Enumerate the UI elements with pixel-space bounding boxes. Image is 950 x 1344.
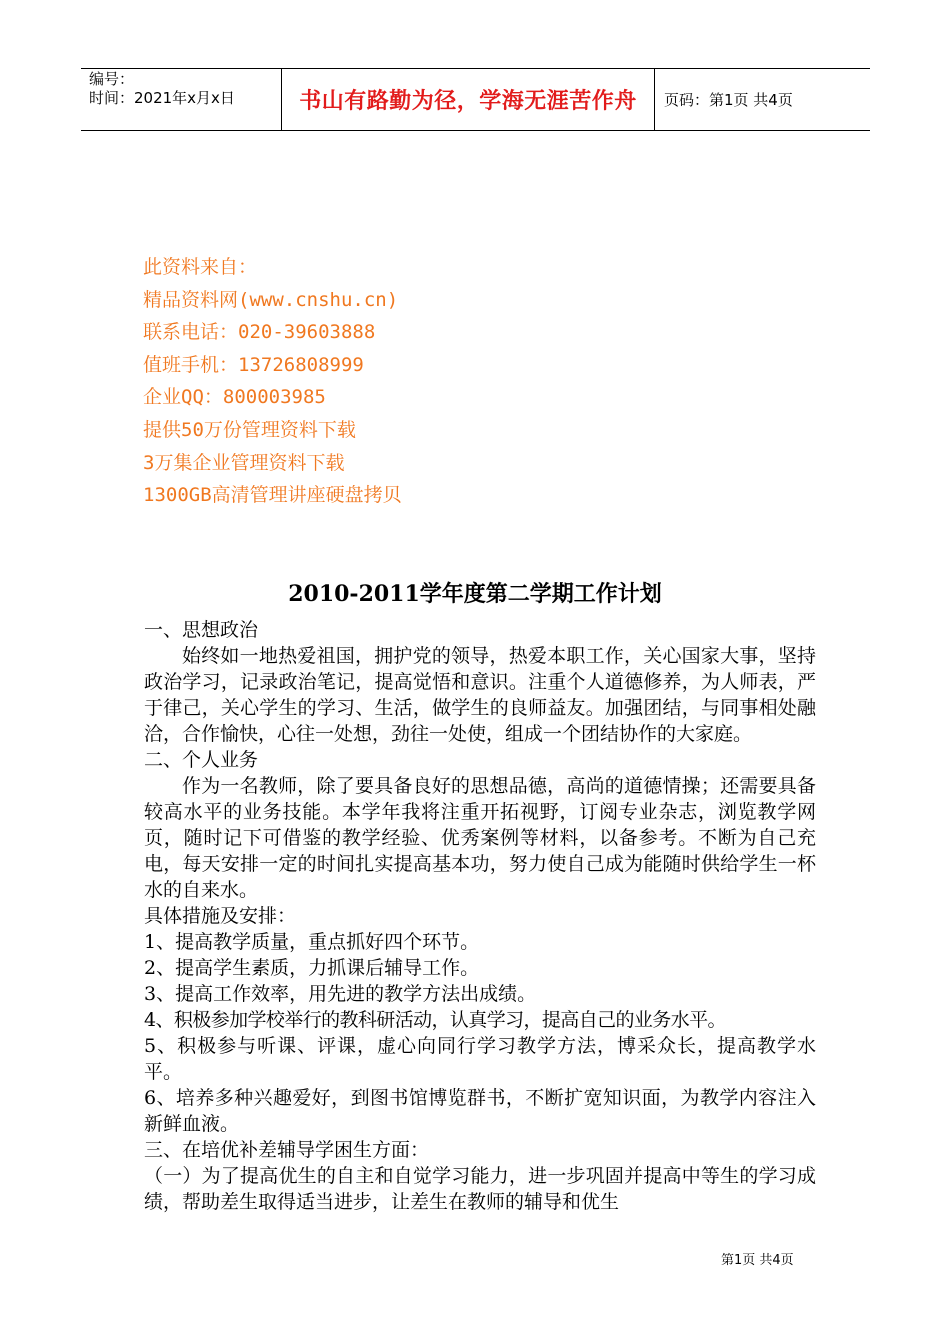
serial-label: 编号： (89, 70, 135, 88)
promo-line: 精品资料网(www.cnshu.cn) (143, 288, 399, 311)
measure-item: 4、积极参加学校举行的教科研活动，认真学习，提高自己的业务水平。 (144, 1009, 726, 1031)
measure-item: 6、培养多种兴趣爱好，到图书馆博览群书，不断扩宽知识面，为教学内容注入新鲜血液。 (144, 1087, 816, 1135)
section-heading: 二、个人业务 (144, 749, 259, 771)
promo-block (143, 251, 402, 512)
header-meta (81, 69, 281, 130)
measures-heading: 具体措施及安排： (144, 905, 297, 927)
page-header (81, 68, 870, 131)
document-body (144, 617, 816, 1215)
measure-item: 1、提高教学质量，重点抓好四个环节。 (144, 931, 480, 953)
time-label: 时间：2021年x月x日 (89, 89, 235, 107)
promo-line: 企业QQ：800003985 (143, 386, 326, 409)
section-paragraph: （一）为了提高优生的自主和自觉学习能力，进一步巩固并提高中等生的学习成绩，帮助差生取得适当进步，让差生在教师的辅导和优生 (144, 1165, 816, 1213)
promo-line: 值班手机：13726808999 (143, 353, 364, 376)
document-title: 2010-2011学年度第二学期工作计划 (288, 581, 662, 607)
header-page-info: 页码：第1页 共4页 (664, 91, 793, 109)
section-heading: 一、思想政治 (144, 619, 259, 641)
section-paragraph: 始终如一地热爱祖国，拥护党的领导，热爱本职工作，关心国家大事，坚持政治学习，记录政治笔记，提高觉悟和意识。注重个人道德修养，为人师表，严于律己，关心学生的学习、生活，做学生的良师益友。加强团结，与同事相处融洽，合作愉快，心往一处想，劲往一处使，组成一个团结协作的大家庭。 (144, 645, 816, 745)
promo-line: 此资料来自： (143, 256, 258, 278)
promo-line: 联系电话：020-39603888 (143, 321, 376, 344)
section-heading: 三、在培优补差辅导学困生方面： (144, 1139, 430, 1161)
measure-item: 2、提高学生素质，力抓课后辅导工作。 (144, 957, 480, 979)
footer-page-info: 第1页 共4页 (721, 1253, 794, 1268)
section-paragraph: 作为一名教师，除了要具备良好的思想品德，高尚的道德情操；还需要具备较高水平的业务技能。本学年我将注重开拓视野，订阅专业杂志，浏览教学网页，随时记下可借鉴的教学经验、优秀案例等材料，以备参考。不断为自己充电，每天安排一定的时间扎实提高基本功，努力使自己成为能随时供给学生一杯水的自来水。 (144, 775, 816, 901)
measure-item: 3、提高工作效率，用先进的教学方法出成绩。 (144, 983, 537, 1005)
header-motto: 书山有路勤为径，学海无涯苦作舟 (299, 89, 637, 114)
header-divider (654, 69, 655, 130)
measure-item: 5、积极参与听课、评课，虚心向同行学习教学方法，博采众长，提高教学水平。 (144, 1035, 816, 1083)
promo-line: 3万集企业管理资料下载 (143, 451, 345, 474)
promo-line: 提供50万份管理资料下载 (143, 418, 356, 441)
promo-line: 1300GB高清管理讲座硬盘拷贝 (143, 484, 402, 507)
